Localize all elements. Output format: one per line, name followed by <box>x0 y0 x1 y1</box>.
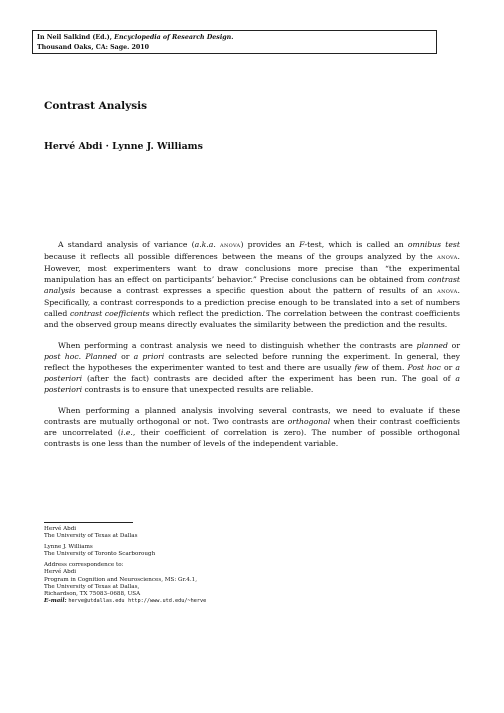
p3-seg: , their coefficient of correlation is zero). The number of possible orthogonal contrasts is one less than the number of levels of the independent variable. <box>44 428 461 448</box>
body-text <box>44 239 460 459</box>
citation-line-2: Thousand Oaks, CA: Sage. 2010 <box>37 43 150 51</box>
footnote-line: Program in Cognition and Neurosciences, MS: Gr.4.1, <box>44 576 197 583</box>
author-list: Hervé Abdi · Lynne J. Williams <box>44 141 203 152</box>
p1-term: omnibus test <box>407 240 460 249</box>
p3-term: i.e. <box>120 428 133 437</box>
author2-affiliation <box>44 544 464 558</box>
p2-term: few <box>354 363 369 372</box>
paper-title: Contrast Analysis <box>44 100 148 112</box>
citation-box <box>32 30 437 54</box>
paragraph-2 <box>44 340 460 395</box>
p1-seg: A standard analysis of variance ( <box>58 240 195 249</box>
p1-seg: which reflect the prediction. The correlation between the contrast coefficients and the observed group means directly evaluates the similarity between the prediction and the results. <box>44 309 460 329</box>
p2-term: post hoc <box>44 352 79 361</box>
citation-line-1 <box>37 33 432 43</box>
p2-term: Post hoc <box>407 363 441 372</box>
email-label: E-mail: <box>44 597 67 604</box>
p1-seg: . Specifically, a contrast corresponds to a prediction precise enough to be translated into a set of numbers called <box>44 286 460 318</box>
footnote-line: The University of Texas at Dallas, <box>44 583 140 590</box>
paragraph-1 <box>44 239 460 330</box>
anova-term: anova <box>437 253 458 261</box>
p1-seg: . However, most experimenters want to draw conclusions more precise than “the experimental manipulation has an effect on participants’ behavior.” Precise conclusions can be obtained from <box>44 252 460 284</box>
footnote-line: Hervé Abdi <box>44 569 77 576</box>
email-link[interactable]: herve@utdallas.edu <box>68 597 125 604</box>
p1-seg: because a contrast expresses a specific question about the pattern of results of an <box>75 286 438 295</box>
footnote-rule <box>44 522 133 523</box>
footnote-line: Richardson, TX 75083–0688, USA <box>44 590 141 597</box>
citation-editor: In Neil Salkind (Ed.), <box>37 34 112 41</box>
citation-book-title: Encyclopedia of Research Design. <box>114 34 234 41</box>
p1-term: contrast analysis <box>44 275 460 295</box>
p2-term: a priori <box>133 352 165 361</box>
p1-seg: because it reflects all possible differences between the means of the groups analyzed by the <box>44 252 438 261</box>
p2-seg: (after the fact) contrasts are decided after the experiment has been run. The goal of <box>82 374 456 383</box>
p2-seg: . <box>78 352 86 361</box>
p2-seg: or <box>447 341 460 350</box>
p1-seg: -test, which is called an <box>304 240 408 249</box>
footnote-line: Lynne J. Williams <box>44 544 93 551</box>
anova-term: anova <box>220 241 241 249</box>
contact-line <box>44 598 464 605</box>
p2-seg: or <box>440 363 456 372</box>
footnotes <box>44 526 464 609</box>
p2-term: planned <box>416 341 448 350</box>
p2-seg: of them. <box>368 363 408 372</box>
p2-seg: or <box>116 352 134 361</box>
p3-seg: when their contrast coefficients are uncorrelated ( <box>44 417 461 437</box>
f-symbol: F <box>299 240 305 249</box>
footnote-line: Hervé Abdi <box>44 526 77 532</box>
p2-seg: contrasts are selected before running the experiment. In general, they reflect the hypotheses the experimenter wanted to test and there are usually <box>44 352 460 372</box>
author1-affiliation <box>44 526 464 540</box>
paragraph-3 <box>44 405 460 449</box>
p2-term: a posteriori <box>44 374 460 394</box>
p2-seg: contrasts is to ensure that unexpected results are reliable. <box>82 385 314 394</box>
p1-term: contrast coefficients <box>69 309 150 318</box>
p3-term: orthogonal <box>287 417 331 426</box>
anova-term: anova <box>437 287 458 295</box>
p3-seg: When performing a planned analysis involving several contrasts, we need to evaluate if these contrasts are mutually orthogonal or not. Two contrasts are <box>44 406 460 426</box>
p2-term: Planned <box>85 352 117 361</box>
p2-term: a posteriori <box>44 363 460 383</box>
p1-seg: ) provides an <box>240 240 300 249</box>
homepage-link[interactable]: http://www.utd.edu/~herve <box>128 597 207 604</box>
correspondence-address <box>44 562 464 605</box>
footnote-line: The University of Toronto Scarborough <box>44 551 156 558</box>
footnote-line: Address correspondence to: <box>44 562 124 569</box>
p1-seg: a.k.a. <box>194 240 216 249</box>
footnote-line: The University of Texas at Dallas <box>44 533 138 540</box>
p2-seg: When performing a contrast analysis we need to distinguish whether the contrasts are <box>58 341 417 350</box>
